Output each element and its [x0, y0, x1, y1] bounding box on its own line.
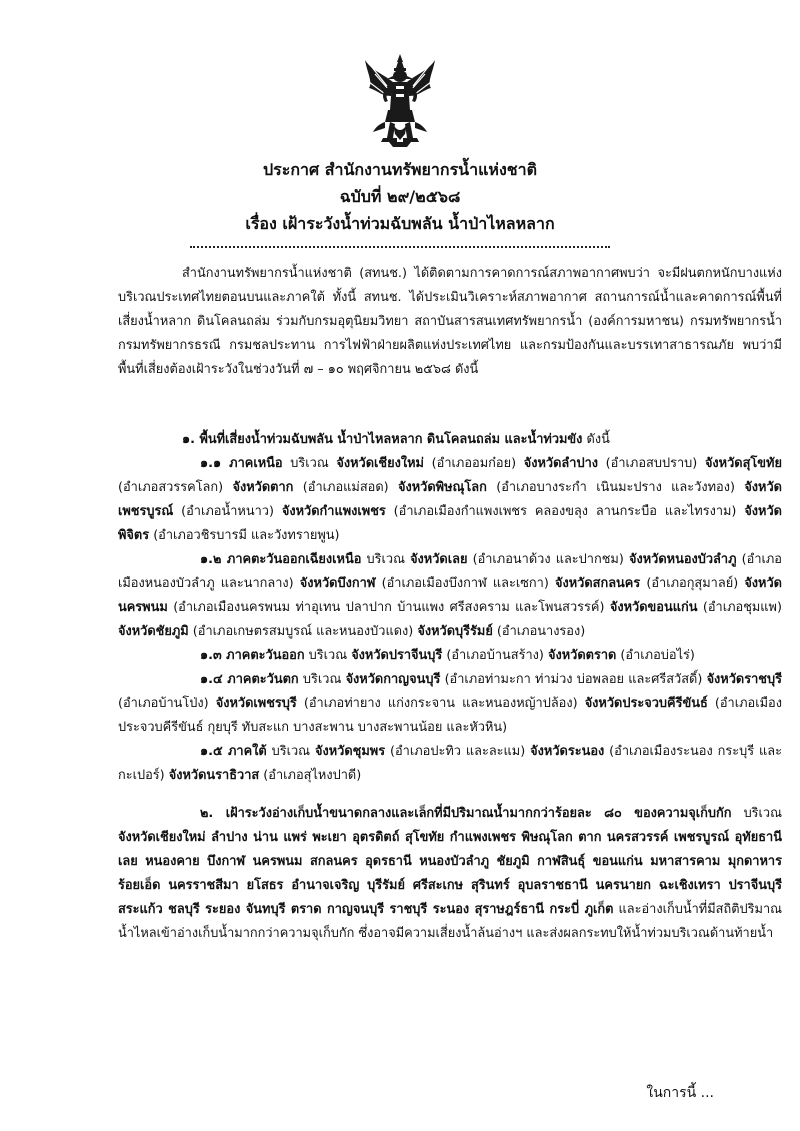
- garuda-emblem-icon: [363, 52, 437, 148]
- region-label: ๑.๕ ภาคใต้: [200, 744, 267, 759]
- district-text: บริเวณ: [298, 672, 346, 687]
- region-label: ๑.๔ ภาคตะวันตก: [200, 672, 299, 687]
- province-name: จังหวัดกาญจนบุรี: [345, 672, 441, 687]
- district-text: (อำเภอท่ายาง แก่งกระจาน และหนองหญ้าปล้อง): [296, 696, 585, 711]
- region-label: ๑.๒ ภาคตะวันออกเฉียงเหนือ: [200, 552, 362, 567]
- region-paragraph: [118, 740, 782, 788]
- district-text: (อำเภอชุมแพ): [697, 600, 782, 615]
- province-name: จังหวัดนราธิวาส: [168, 768, 260, 783]
- district-text: (อำเภอปะทิว และละแม): [385, 744, 531, 759]
- region-label: ๑.๑ ภาคเหนือ: [200, 456, 283, 471]
- document-title: ประกาศ สำนักงานทรัพยากรน้ำแห่งชาติ: [262, 160, 537, 179]
- district-text: (อำเภอเมืองบึงกาฬ และเซกา): [375, 576, 555, 591]
- district-text: (อำเภอกุสุมาลย์): [640, 576, 745, 591]
- document-subject: เรื่อง เฝ้าระวังน้ำท่วมฉับพลัน น้ำป่าไหลหลาก: [245, 214, 555, 233]
- district-text: (อำเภอเมืองกำแพงเพชร คลองขลุง ลานกระบือ และไทรงาม): [385, 504, 745, 519]
- province-name: จังหวัดพิษณุโลก: [398, 480, 487, 495]
- district-text: (อำเภอแม่สอด): [293, 480, 398, 495]
- section-1-heading-suffix: ดังนี้: [582, 432, 610, 447]
- district-text: บริเวณ: [282, 456, 337, 471]
- section-2-tail: และอ่างเก็บน้ำที่มีสถิติปริมาณน้ำไหลเข้าอ่างเก็บน้ำมากกว่าความจุเก็บกัก ซึ่งอาจมีความเสี่ยงน้ำล้นอ่างฯ และส่งผลกระทบให้น้ำท่วมบริเวณด้านท้ายน้ำ: [118, 902, 782, 941]
- district-text: (อำเภอนางรอง): [492, 624, 586, 639]
- region-label: ๑.๓ ภาคตะวันออก: [200, 648, 305, 663]
- district-text: (อำเภอสบปราบ): [598, 456, 705, 471]
- province-name: จังหวัดประจวบคีรีขันธ์: [584, 696, 708, 711]
- province-name: จังหวัดเพชรบุรี: [215, 696, 297, 711]
- district-text: (อำเภอบ่อไร่): [616, 648, 695, 663]
- district-text: บริเวณ: [304, 648, 352, 663]
- province-name: จังหวัดขอนแก่น: [609, 600, 698, 615]
- province-name: จังหวัดเลย: [410, 552, 468, 567]
- continuation-note: ในการนี้ ...: [646, 1085, 714, 1101]
- province-name: จังหวัดชัยภูมิ: [118, 624, 189, 639]
- province-name: จังหวัดพิจิตร: [118, 504, 782, 543]
- province-name: จังหวัดสกลนคร: [554, 576, 641, 591]
- province-name: จังหวัดสุโขทัย: [704, 456, 782, 471]
- province-name: จังหวัดบึงกาฬ: [299, 576, 376, 591]
- region-paragraph: [118, 668, 782, 740]
- province-name: จังหวัดราชบุรี: [706, 672, 782, 687]
- province-name: จังหวัดกำแพงเพชร: [281, 504, 386, 519]
- province-name: จังหวัดนครพนม: [118, 576, 782, 615]
- district-text: (อำเภอสวรรคโลก): [118, 480, 233, 495]
- district-text: (อำเภอบ้านโป่ง): [118, 696, 216, 711]
- intro-paragraph: [118, 262, 782, 382]
- province-name: จังหวัดเชียงใหม่: [336, 456, 424, 471]
- province-name: จังหวัดตาก: [232, 480, 294, 495]
- province-name: จังหวัดตราด: [547, 648, 617, 663]
- district-text: (อำเภอเมืองประจวบคีรีขันธ์ กุยบุรี ทับสะแก บางสะพาน บางสะพานน้อย และหัวหิน): [118, 696, 782, 735]
- province-name: จังหวัดเพชรบูรณ์: [118, 480, 782, 519]
- district-text: (อำเภอบ้านสร้าง): [442, 648, 548, 663]
- district-text: (อำเภอบางระกำ เนินมะปราง และวังทอง): [486, 480, 745, 495]
- section-2-area-prefix: บริเวณ: [743, 806, 782, 821]
- province-name: จังหวัดบุรีรัมย์: [417, 624, 493, 639]
- district-text: (อำเภอเมืองระนอง กระบุรี และกะเปอร์): [118, 744, 782, 783]
- province-name: จังหวัดลำปาง: [523, 456, 598, 471]
- document-number: ฉบับที่ ๒๙/๒๕๖๘: [339, 187, 461, 206]
- section-2-province-list: จังหวัดเชียงใหม่ ลำปาง น่าน แพร่ พะเยา อุตรดิตถ์ สุโขทัย กำแพงเพชร พิษณุโลก ตาก นครสวรรค์ เพชรบูรณ์ อุทัยธานี เลย หนองคาย บึงกาฬ นครพนม สกลนคร อุดรธานี หนองบัวลำภู ชัยภูมิ กาฬสินธุ์ ขอนแก่น มหาสารคาม มุกดาหาร ร้อยเอ็ด นครราชสีมา ยโสธร อำนาจเจริญ บุรีรัมย์ ศรีสะเกษ สุรินทร์ อุบลราชธานี นครนายก ฉะเชิงเทรา ปราจีนบุรี สระแก้ว ชลบุรี ระยอง จันทบุรี ตราด กาญจนบุรี ราชบุรี ระนอง สุราษฎร์ธานี กระบี่ ภูเก็ต: [118, 830, 782, 917]
- province-name: จังหวัดหนองบัวลำภู: [628, 552, 737, 567]
- region-list: [118, 452, 782, 788]
- section-1-heading: ๑. พื้นที่เสี่ยงน้ำท่วมฉับพลัน น้ำป่าไหลหลาก ดินโคลนถล่ม และน้ำท่วมขัง: [182, 432, 583, 447]
- province-name: จังหวัดปราจีนบุรี: [351, 648, 443, 663]
- district-text: (อำเภอท่ามะกา ท่าม่วง บ่อพลอย และศรีสวัสดิ์): [440, 672, 707, 687]
- section-1-heading-line: [118, 428, 782, 452]
- dotted-divider: [190, 246, 610, 248]
- region-paragraph: [118, 644, 782, 668]
- section-1: [118, 428, 782, 788]
- province-name: จังหวัดระนอง: [530, 744, 605, 759]
- district-text: (อำเภอน้ำหนาว): [173, 504, 282, 519]
- district-text: บริเวณ: [266, 744, 315, 759]
- section-2-paragraph: [118, 802, 782, 946]
- district-text: (อำเภออมก๋อย): [423, 456, 524, 471]
- district-text: บริเวณ: [361, 552, 411, 567]
- province-name: จังหวัดชุมพร: [314, 744, 386, 759]
- section-2: [118, 802, 782, 946]
- intro-text: สำนักงานทรัพยากรน้ำแห่งชาติ (สทนช.) ได้ติดตามการคาดการณ์สภาพอากาศพบว่า จะมีฝนตกหนักบางแห่งบริเวณประเทศไทยตอนบนและภาคใต้ ทั้งนี้ สทนช. ได้ประเมินวิเคราะห์สภาพอากาศ สถานการณ์น้ำและคาดการณ์พื้นที่เสี่ยงน้ำหลาก ดินโคลนถล่ม ร่วมกับกรมอุตุนิยมวิทยา สถาบันสารสนเทศทรัพยากรน้ำ (องค์การมหาชน) กรมทรัพยากรน้ำ กรมทรัพยากรธรณี กรมชลประทาน การไฟฟ้าฝ่ายผลิตแห่งประเทศไทย และกรมป้องกันและบรรเทาสาธารณภัย พบว่ามีพื้นที่เสี่ยงต้องเฝ้าระวังในช่วงวันที่ ๗ – ๑๐ พฤศจิกายน ๒๕๖๘ ดังนี้: [118, 266, 782, 377]
- section-2-heading: ๒. เฝ้าระวังอ่างเก็บน้ำขนาดกลางและเล็กที่มีปริมาณน้ำมากกว่าร้อยละ ๘๐ ของความจุเก็บกัก: [200, 806, 732, 821]
- region-paragraph: [118, 452, 782, 548]
- district-text: (อำเภอเมืองหนองบัวลำภู และนากลาง): [118, 552, 782, 591]
- district-text: (อำเภอสุไหงปาดี): [259, 768, 362, 783]
- district-text: (อำเภอเกษตรสมบูรณ์ และหนองบัวแดง): [188, 624, 418, 639]
- district-text: (อำเภอวชิรบารมี และวังทรายพูน): [149, 528, 340, 543]
- region-paragraph: [118, 548, 782, 644]
- district-text: (อำเภอนาด้วง และปากชม): [467, 552, 629, 567]
- district-text: (อำเภอเมืองนครพนม ท่าอุเทน ปลาปาก บ้านแพง ศรีสงคราม และโพนสวรรค์): [167, 600, 610, 615]
